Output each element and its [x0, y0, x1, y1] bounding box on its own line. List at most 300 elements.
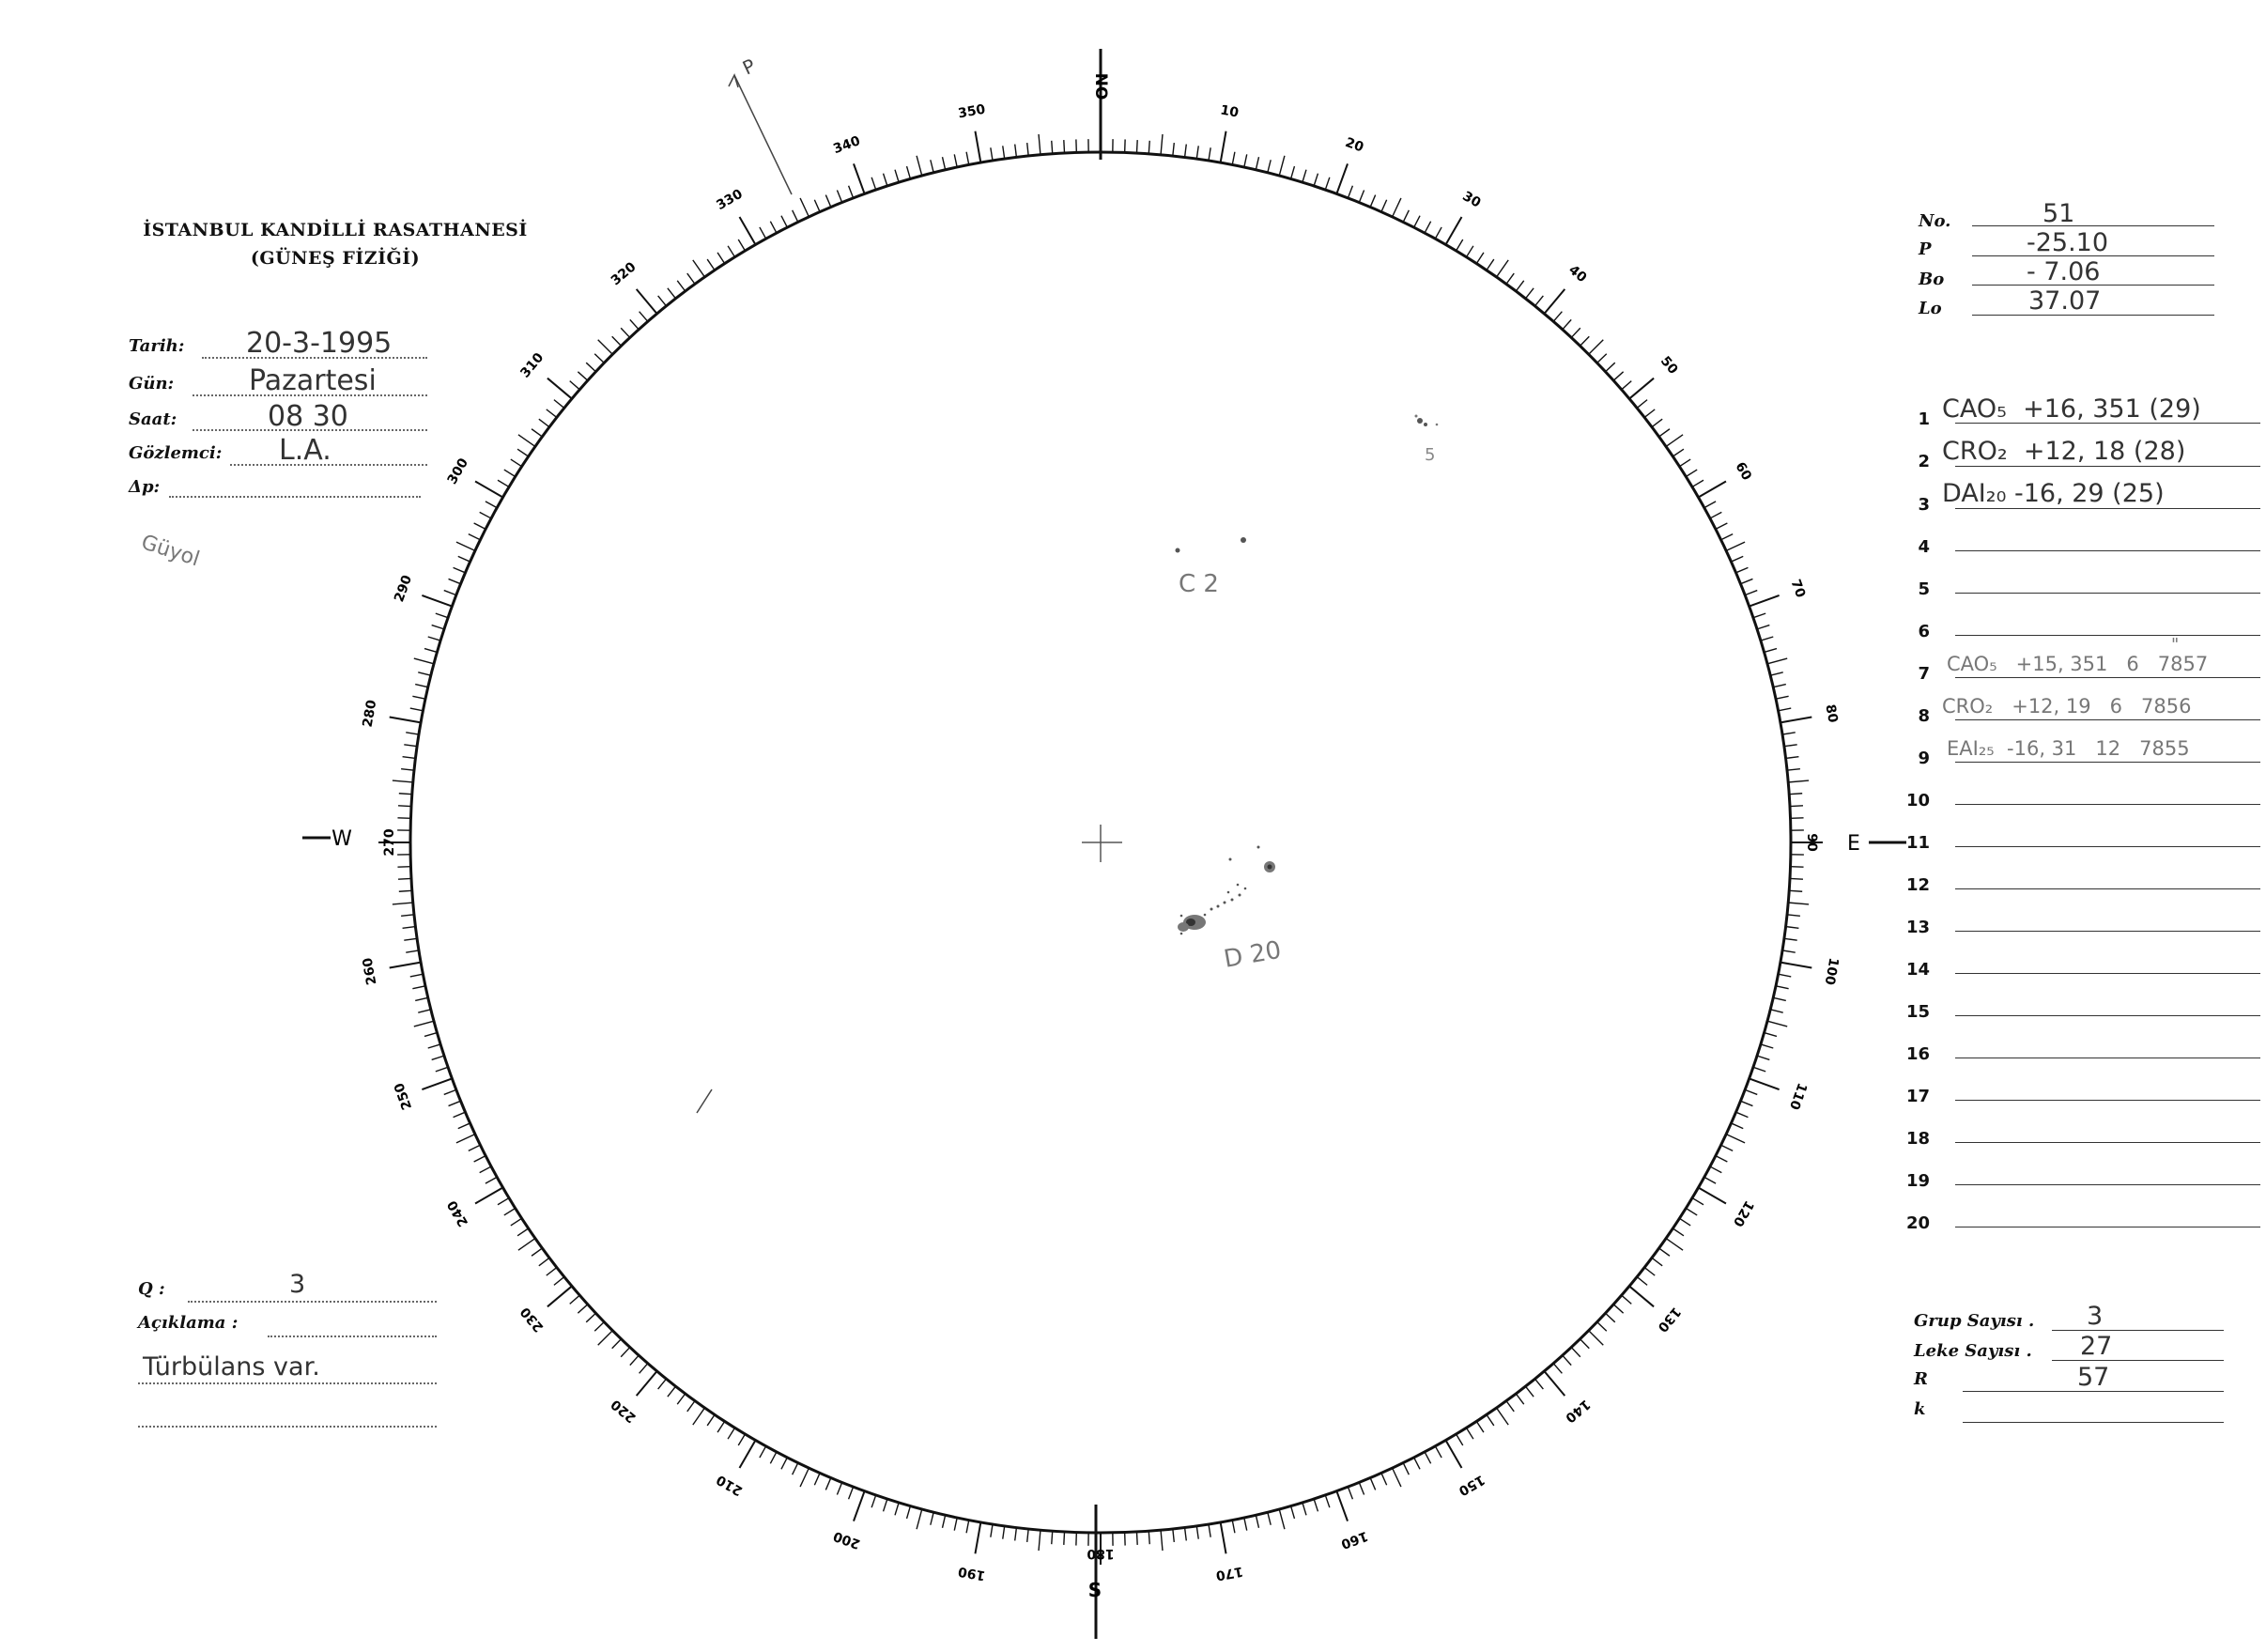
scale-label: 140 [1562, 1396, 1594, 1426]
scale-tick [1765, 1033, 1777, 1037]
scale-tick [1597, 354, 1607, 363]
remark-value: Türbülans var. [143, 1352, 320, 1382]
scale-tick [793, 210, 798, 223]
row-number: 9 [1918, 749, 1930, 768]
scale-tick [1659, 1248, 1670, 1256]
scale-tick [418, 672, 431, 675]
west-marker-label: W [331, 827, 352, 851]
arrow-head-icon [729, 75, 738, 87]
scale-tick [1606, 1313, 1615, 1322]
scale-tick [668, 288, 676, 299]
scale-tick [1370, 195, 1375, 208]
scale-tick [498, 480, 509, 486]
scale-tick [837, 191, 841, 203]
scale-tick [1765, 649, 1777, 653]
row-number: 17 [1905, 1087, 1930, 1106]
scale-tick [1393, 1468, 1401, 1487]
scale-tick [1052, 1531, 1053, 1544]
scale-tick [1414, 216, 1420, 227]
scale-tick [456, 542, 475, 550]
scale-tick [1673, 449, 1684, 456]
scale-tick [456, 1135, 475, 1143]
scale-tick [1622, 1295, 1632, 1304]
scale-tick [1476, 1421, 1484, 1432]
scale-tick [1637, 400, 1647, 409]
scale-label: 310 [517, 349, 547, 381]
row-number: 12 [1905, 875, 1930, 895]
scale-tick [837, 1482, 841, 1494]
scale-tick [1535, 1379, 1544, 1389]
scale-label: 280 [360, 699, 380, 729]
scale-tick [1553, 1364, 1562, 1374]
scale-label: 340 [831, 133, 863, 158]
scale-tick [1757, 1056, 1769, 1059]
scale-tick [398, 806, 411, 807]
scale-tick [1776, 986, 1789, 989]
handwritten-note: Güyol [138, 531, 203, 572]
scale-tick [1776, 696, 1789, 699]
scale-tick [1476, 253, 1484, 264]
scale-tick [630, 319, 639, 329]
scale-tick [1780, 717, 1811, 722]
scale-tick [854, 163, 865, 193]
q-label: Q : [138, 1279, 165, 1299]
scale-tick [1148, 1531, 1149, 1544]
scale-label: 290 [392, 573, 416, 605]
scale-tick [1704, 502, 1716, 508]
scale-tick [693, 260, 705, 277]
scale-tick [1027, 1529, 1028, 1542]
group-row-7-mark: " [2171, 635, 2180, 655]
scale-tick [1506, 273, 1514, 284]
scale-tick [637, 1371, 657, 1396]
scale-tick [1782, 733, 1796, 734]
p-value: -25.10 [2027, 228, 2109, 257]
scale-tick [1563, 319, 1571, 329]
scale-tick [770, 222, 777, 233]
scale-tick [578, 372, 587, 380]
scale-tick [1027, 143, 1028, 156]
scale-label: 10 [1219, 102, 1241, 121]
scale-tick [1613, 372, 1623, 380]
scale-tick [760, 227, 766, 239]
scale-tick [532, 1248, 542, 1256]
scale-tick [1710, 1166, 1721, 1173]
scale-tick [871, 1495, 876, 1507]
row-number: 19 [1905, 1171, 1930, 1191]
group-count-value: 3 [2087, 1302, 2104, 1331]
scale-tick [1497, 1408, 1509, 1425]
day-label: Gün: [129, 374, 175, 394]
scale-tick [1136, 1532, 1137, 1545]
scale-tick [854, 1491, 865, 1521]
row-number: 13 [1905, 918, 1930, 937]
scale-tick [444, 591, 456, 595]
scale-tick [1745, 591, 1757, 595]
no-value: 51 [2042, 199, 2075, 228]
scale-tick [1652, 1258, 1662, 1265]
scale-tick [991, 1524, 993, 1537]
row-number: 6 [1918, 622, 1930, 641]
scale-tick [760, 1446, 766, 1458]
scale-tick [738, 1434, 745, 1445]
scale-label: 240 [444, 1197, 472, 1229]
scale-tick [398, 878, 411, 879]
scale-tick [895, 1503, 899, 1515]
scale-label: 180 [1087, 1546, 1115, 1561]
scale-tick [1767, 658, 1787, 664]
scale-tick [1761, 1044, 1773, 1048]
scale-tick [1370, 1478, 1375, 1490]
scale-tick [1716, 1156, 1727, 1162]
scale-label: 230 [517, 1304, 547, 1335]
row-number: 20 [1905, 1213, 1930, 1233]
scale-tick [1580, 1339, 1590, 1349]
scale-tick [454, 1112, 466, 1117]
scale-tick [1279, 156, 1285, 176]
scale-tick [1003, 146, 1005, 159]
scale-tick [1773, 685, 1786, 687]
scale-tick [570, 381, 580, 390]
scale-tick [554, 400, 564, 409]
scale-tick [1244, 154, 1247, 167]
scale-label: 250 [392, 1080, 416, 1112]
scale-tick [1136, 140, 1137, 153]
scale-tick [1789, 890, 1802, 891]
scale-tick [1637, 1277, 1647, 1286]
scale-tick [1185, 1528, 1187, 1541]
scale-tick [1381, 200, 1387, 212]
row-number: 1 [1918, 409, 1930, 429]
scale-tick [422, 1078, 452, 1089]
scale-tick [1644, 409, 1655, 418]
scale-tick [1544, 1371, 1565, 1396]
scale-tick [781, 1458, 787, 1469]
scale-tick [598, 340, 613, 355]
scale-tick [410, 708, 424, 711]
scale-tick [1446, 217, 1462, 244]
scale-tick [1268, 1512, 1271, 1525]
scale-tick [1425, 222, 1431, 233]
scale-tick [399, 794, 412, 795]
time-label: Saat: [129, 409, 177, 429]
scale-tick [740, 1441, 756, 1468]
row-number: 18 [1905, 1129, 1930, 1149]
scale-tick [415, 997, 428, 1000]
scale-tick [793, 1463, 798, 1475]
scale-tick [1487, 259, 1494, 270]
bo-value: - 7.06 [2027, 257, 2101, 286]
scale-tick [1692, 1198, 1703, 1205]
date-value: 20-3-1995 [246, 327, 393, 360]
scale-tick [1209, 1524, 1210, 1537]
scale-tick [1770, 672, 1783, 675]
scale-tick [547, 378, 572, 399]
scale-tick [677, 1394, 685, 1404]
scale-tick [1589, 340, 1604, 355]
scale-tick [1039, 1530, 1041, 1551]
scale-tick [1571, 328, 1580, 337]
scale-tick [454, 567, 466, 572]
scale-tick [1726, 1135, 1745, 1143]
scale-tick [539, 1258, 549, 1265]
scale-tick [1673, 1228, 1684, 1236]
scale-tick [1487, 1414, 1494, 1426]
scale-tick [1173, 143, 1174, 156]
scale-tick [728, 246, 734, 257]
scale-tick [717, 1421, 725, 1432]
scale-tick [728, 1428, 734, 1439]
scale-tick [1196, 1526, 1198, 1539]
row-number: 8 [1918, 706, 1930, 726]
scale-tick [1753, 1067, 1765, 1072]
scale-tick [469, 534, 481, 540]
scale-tick [1750, 1078, 1780, 1089]
sunspot-group-c2 [1176, 537, 1247, 553]
scale-tick [511, 1218, 522, 1226]
scale-tick [814, 200, 820, 212]
scale-label: 210 [714, 1471, 746, 1499]
scale-tick [825, 195, 830, 208]
scale-tick [410, 974, 424, 977]
scale-tick [1325, 1495, 1330, 1507]
scale-tick [517, 1228, 529, 1236]
scale-label: 320 [608, 259, 640, 289]
scale-tick [1185, 145, 1187, 158]
scale-tick [931, 160, 933, 173]
scale-tick [1699, 482, 1726, 498]
scale-tick [1221, 1522, 1226, 1553]
scale-tick [1753, 613, 1765, 618]
group-count-label: Grup Sayısı . [1914, 1311, 2035, 1331]
scale-label: 350 [957, 101, 987, 122]
r-value: 57 [2077, 1363, 2110, 1392]
scale-tick [594, 354, 604, 363]
scale-tick [547, 409, 557, 418]
scale-tick [1209, 147, 1210, 161]
scale-tick [1745, 1089, 1757, 1094]
scale-label: 90 [1804, 833, 1819, 852]
scale-tick [668, 1386, 676, 1397]
scale-tick [621, 1348, 630, 1357]
scale-tick [943, 157, 946, 170]
scale-tick [1679, 459, 1690, 467]
scale-tick [1736, 567, 1749, 572]
scale-tick [1778, 974, 1791, 977]
scale-tick [954, 154, 957, 167]
scale-tick [1497, 260, 1509, 277]
scale-tick [598, 1331, 613, 1346]
scale-label: 190 [957, 1563, 987, 1583]
scale-tick [424, 649, 437, 653]
scale-tick [1526, 1386, 1534, 1397]
scale-tick [687, 273, 695, 284]
scale-tick [432, 1056, 444, 1059]
scale-tick [781, 216, 787, 227]
scale-tick [436, 1067, 448, 1072]
scale-tick [1064, 1532, 1065, 1545]
spot-count-value: 27 [2080, 1332, 2113, 1361]
scale-tick [1064, 140, 1065, 153]
scale-tick [1790, 878, 1803, 879]
scale-tick [975, 131, 980, 162]
scale-tick [1710, 512, 1721, 518]
dp-label: Δp: [129, 477, 161, 497]
scale-tick [474, 523, 486, 529]
group-row-9: EAI₂₅ -16, 31 12 7855 [1947, 737, 2190, 760]
scale-tick [621, 328, 630, 337]
scale-tick [1466, 246, 1472, 257]
scale-tick [1015, 1528, 1017, 1541]
scale-tick [1726, 542, 1745, 550]
scale-tick [1314, 174, 1318, 186]
scale-tick [586, 363, 595, 372]
scale-tick [849, 1487, 854, 1499]
north-marker-label: NO [1091, 72, 1110, 100]
scale-tick [1403, 210, 1409, 223]
scale-tick [917, 1509, 922, 1529]
scale-tick [393, 780, 413, 782]
scale-tick [1629, 378, 1654, 399]
east-marker-label: E [1847, 832, 1860, 856]
scale-tick [1731, 1123, 1743, 1129]
scale-tick [1652, 419, 1662, 426]
scale-tick [475, 1188, 502, 1204]
row-number: 5 [1918, 579, 1930, 599]
institution-name: İSTANBUL KANDİLLİ RASATHANESİ [143, 220, 528, 240]
remark-label: Açıklama : [138, 1313, 239, 1333]
scale-tick [1425, 1452, 1431, 1463]
scale-tick [518, 435, 535, 447]
scale-tick [1716, 523, 1727, 529]
scale-tick [687, 1401, 695, 1412]
scale-tick [1563, 1355, 1571, 1365]
observer-label: Gözlemci: [129, 443, 223, 463]
scale-label: 40 [1565, 262, 1590, 286]
scale-label: 330 [714, 186, 746, 214]
scale-tick [1780, 963, 1811, 968]
scale-tick [1679, 1218, 1690, 1226]
scale-tick [1692, 480, 1703, 486]
scale-tick [1622, 381, 1632, 390]
row-number: 16 [1905, 1044, 1930, 1064]
scale-tick [404, 745, 417, 747]
pen-mark [697, 1089, 712, 1113]
scale-tick [428, 1044, 440, 1048]
row-number: 4 [1918, 537, 1930, 557]
scale-tick [1435, 227, 1441, 239]
scale-tick [1148, 141, 1149, 154]
scale-tick [1787, 769, 1800, 770]
scale-tick [884, 1499, 887, 1511]
scale-tick [1393, 198, 1401, 217]
scale-tick [1381, 1473, 1387, 1485]
scale-tick [1526, 288, 1534, 299]
scale-tick [849, 186, 854, 198]
scale-tick [1516, 281, 1523, 291]
scale-tick [390, 717, 421, 722]
scale-tick [517, 449, 529, 456]
scale-tick [1516, 1394, 1523, 1404]
scale-tick [1314, 1499, 1318, 1511]
scale-tick [1196, 146, 1198, 159]
scale-tick [449, 1101, 461, 1105]
scale-tick [444, 1089, 456, 1094]
scale-tick [469, 1145, 481, 1150]
scale-tick [1348, 186, 1352, 198]
scale-tick [640, 312, 648, 322]
scale-tick [414, 1021, 434, 1027]
scale-tick [1699, 1188, 1726, 1204]
scale-tick [486, 502, 497, 508]
scale-tick [707, 1414, 715, 1426]
scale-tick [1336, 163, 1348, 193]
scale-tick [658, 1379, 667, 1389]
sunspot-group-d20 [1178, 846, 1275, 935]
q-value: 3 [289, 1270, 306, 1299]
scale-tick [1359, 1482, 1364, 1494]
scale-tick [480, 512, 491, 518]
scale-tick [1291, 1506, 1295, 1519]
scale-tick [1740, 1101, 1752, 1105]
scale-tick [895, 170, 899, 182]
scale-tick [637, 289, 657, 314]
scale-label: 260 [360, 956, 380, 986]
scale-tick [1268, 160, 1271, 173]
group-c2-label: C 2 [1179, 570, 1219, 598]
scale-tick [436, 613, 448, 618]
k-label: k [1914, 1399, 1926, 1419]
scale-tick [966, 1520, 969, 1533]
scale-tick [884, 174, 887, 186]
scale-tick [1348, 1487, 1352, 1499]
scale-tick [1244, 1518, 1247, 1531]
r-label: R [1914, 1369, 1928, 1389]
scale-tick [1784, 938, 1797, 940]
scale-label: 220 [608, 1396, 640, 1426]
scale-tick [1414, 1458, 1420, 1469]
scale-tick [1644, 1268, 1655, 1276]
scale-label: 270 [382, 828, 397, 857]
scale-tick [1303, 170, 1306, 182]
scale-tick [825, 1478, 830, 1490]
group-row-3: DAI₂₀ -16, 29 (25) [1942, 479, 2165, 508]
scale-tick [428, 637, 440, 641]
scale-tick [594, 1322, 604, 1332]
scale-tick [474, 1156, 486, 1162]
scale-label: 110 [1785, 1080, 1810, 1112]
lo-label: Lo [1919, 299, 1942, 318]
scale-tick [578, 1305, 587, 1313]
scale-tick [1232, 152, 1235, 165]
scale-tick [424, 1033, 437, 1037]
scale-tick [917, 156, 922, 176]
scale-tick [1613, 1305, 1623, 1313]
scale-tick [871, 178, 876, 190]
scale-tick [943, 1515, 946, 1528]
sunspot-group-5 [1415, 415, 1439, 427]
scale-tick [1721, 1145, 1734, 1150]
scale-tick [1457, 1434, 1463, 1445]
scale-tick [1770, 1010, 1783, 1012]
scale-tick [415, 685, 428, 687]
row-number: 11 [1905, 833, 1930, 853]
scale-tick [717, 253, 725, 264]
scale-tick [1457, 239, 1463, 251]
scale-tick [1589, 1331, 1604, 1346]
scale-label: 160 [1338, 1527, 1370, 1552]
scale-tick [1325, 178, 1330, 190]
